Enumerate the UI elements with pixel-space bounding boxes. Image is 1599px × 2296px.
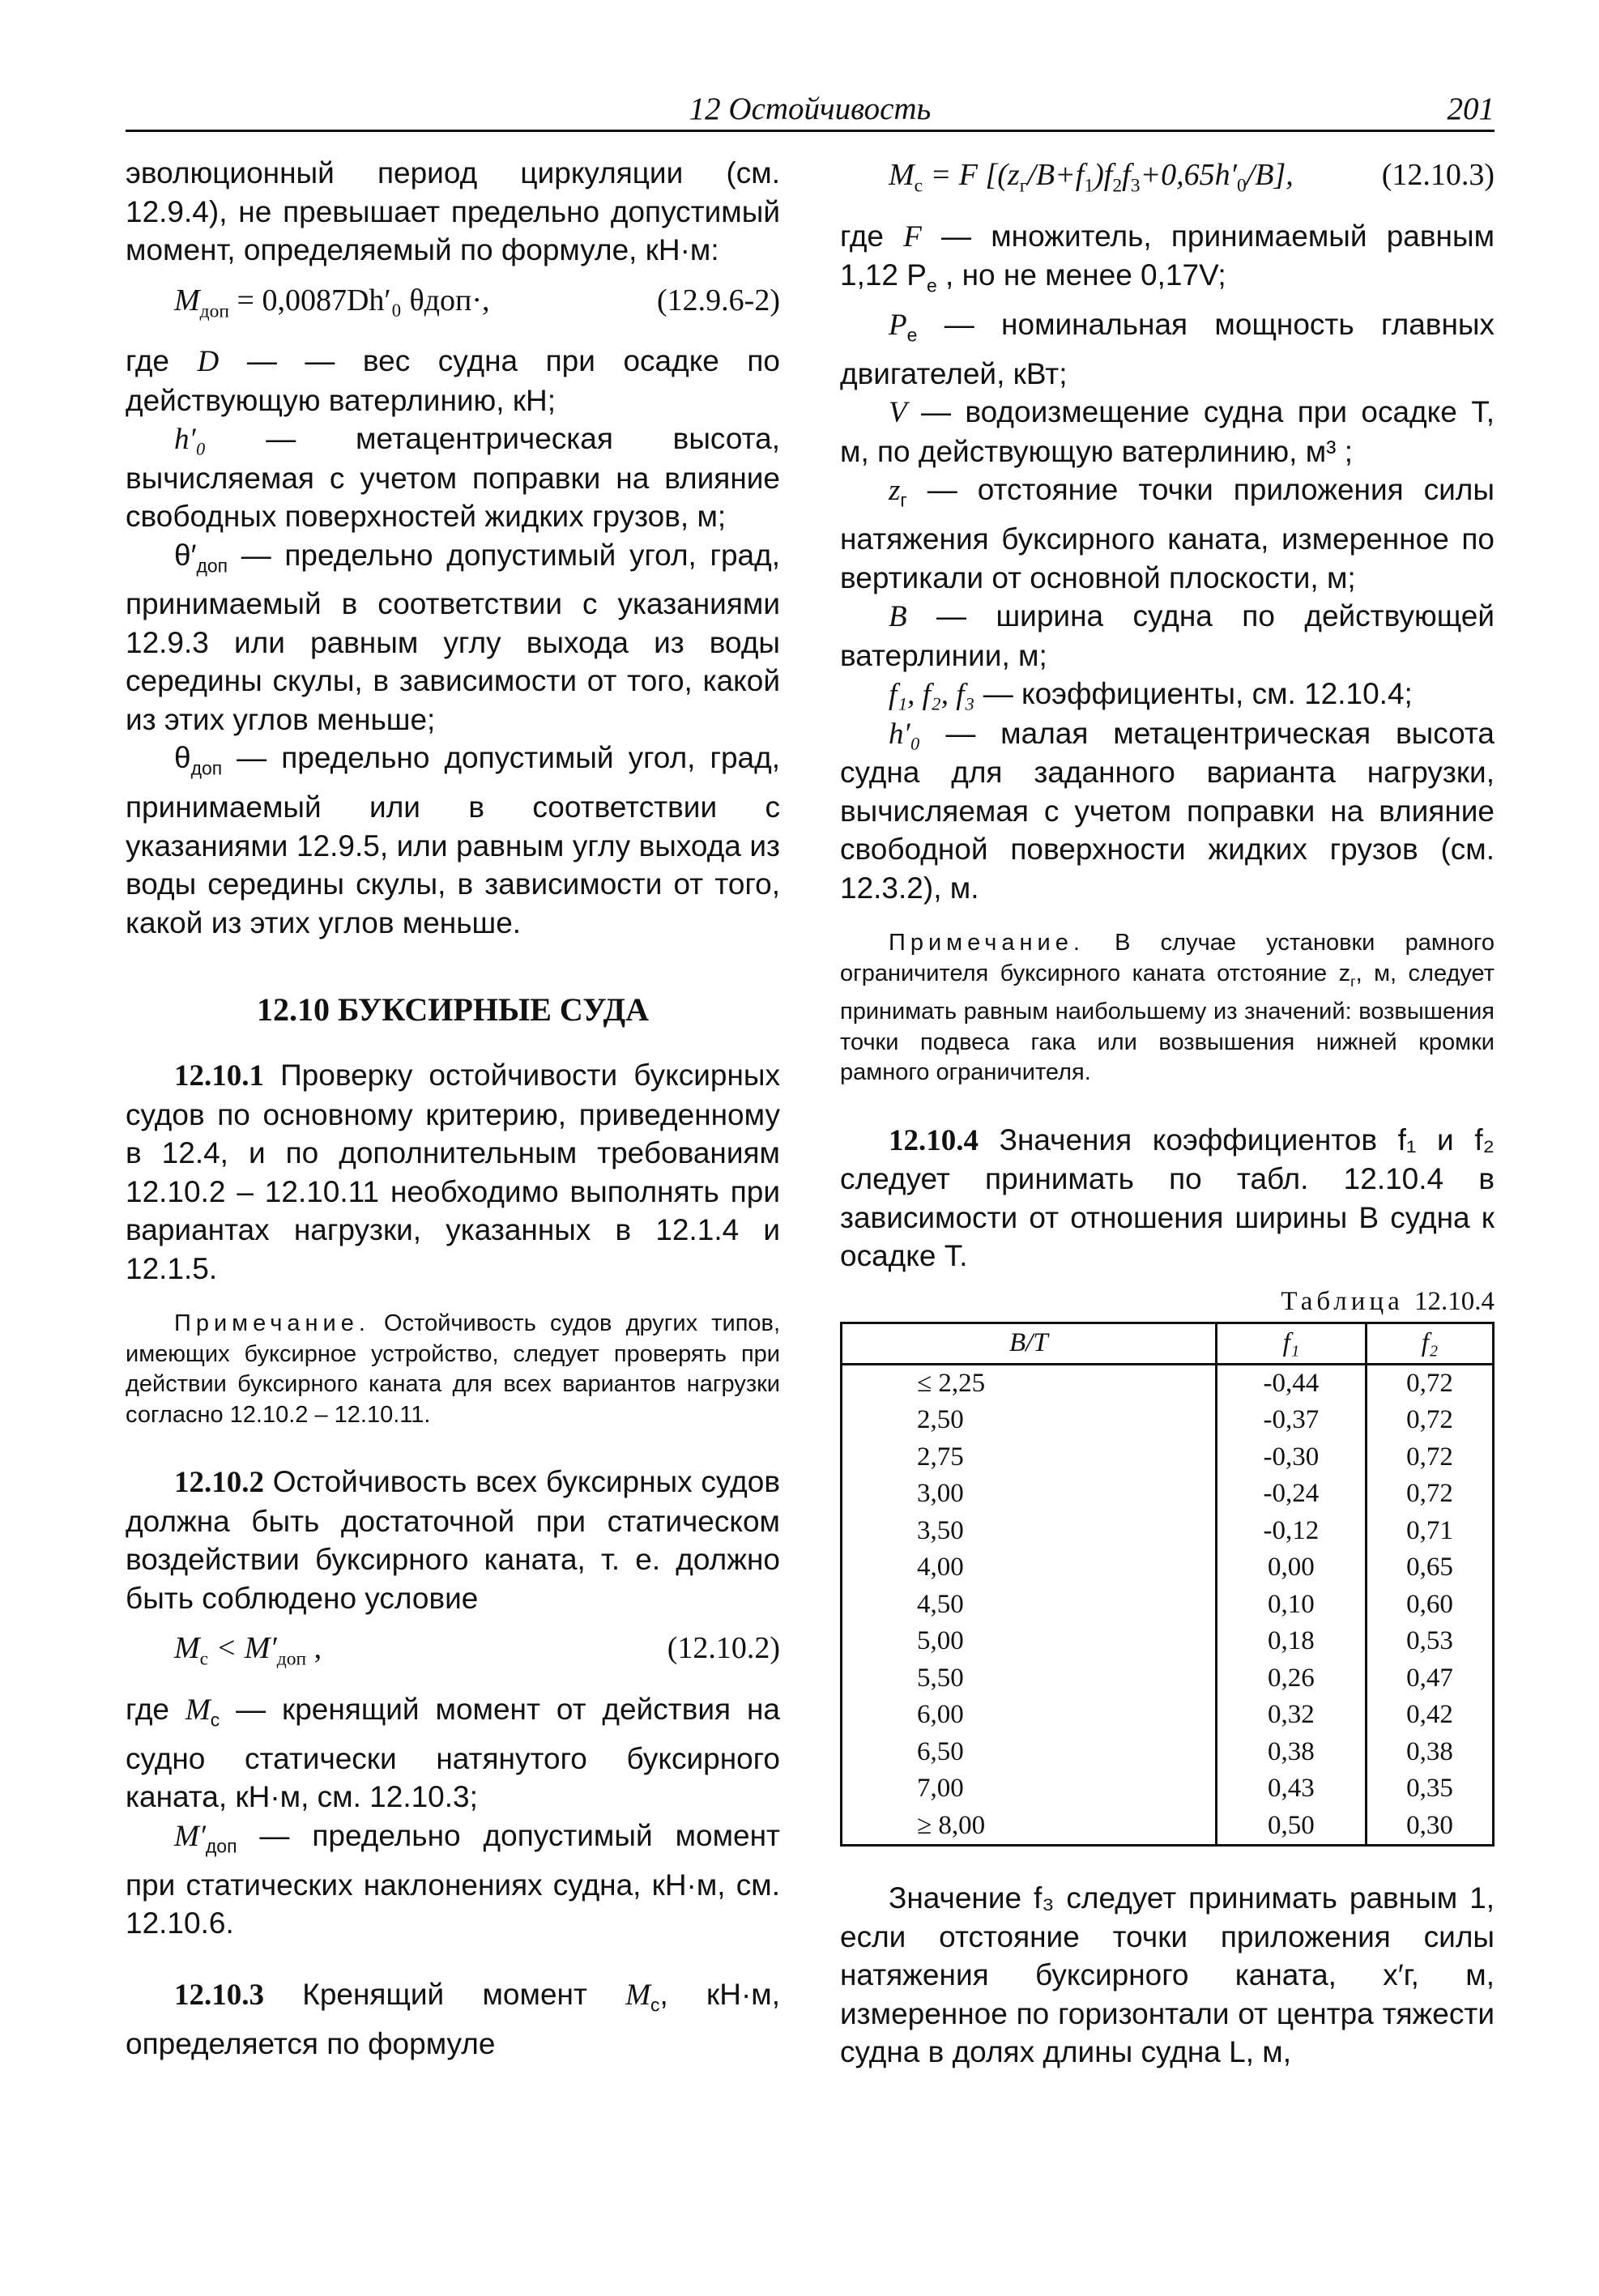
- formula-mid: < M′: [208, 1631, 277, 1666]
- formula-lhs-sub: доп: [199, 300, 230, 322]
- cell-f1: 0,00: [1216, 1549, 1366, 1587]
- formula-lhs: M: [174, 283, 200, 317]
- formula-sub: c: [199, 1648, 209, 1670]
- coefficient-table: [840, 1322, 1495, 1847]
- symbol-Mc: M: [185, 1693, 211, 1727]
- formula-lhs: M: [889, 158, 915, 192]
- header-f2: f₂: [1367, 1323, 1494, 1364]
- table-row: [842, 1770, 1494, 1808]
- cell-f1: 0,26: [1216, 1660, 1366, 1698]
- def-F: — множитель, принимаемый равным 1,12 P: [840, 219, 1495, 292]
- formula-tail: ,: [306, 1631, 322, 1666]
- table-row: [842, 1808, 1494, 1846]
- where-B: [840, 597, 1495, 675]
- where-D: [126, 342, 780, 420]
- table-row: [842, 1402, 1494, 1439]
- table-header-row: [842, 1323, 1494, 1364]
- note-label: Примечание.: [174, 1310, 370, 1337]
- def-D: — — вес судна при осадке по действующую ватерлинию, кН;: [126, 344, 781, 417]
- where-theta: [126, 739, 780, 942]
- clause-text-pre: Кренящий момент: [264, 1977, 626, 2011]
- symbol-f-coeffs: f₁, f₂, f₃: [889, 678, 975, 712]
- formula-12-10-2: [126, 1627, 780, 1680]
- cell-BT: 4,00: [842, 1549, 1217, 1587]
- symbol-h0: h′₀: [174, 423, 207, 457]
- para-intro: эволюционный период циркуляции (см. 12.9.4), не превышает предельно допустимый момент, определяемый по формуле, кН·м:: [126, 156, 780, 266]
- cell-BT: 5,00: [842, 1623, 1217, 1660]
- formula-sub2: доп: [276, 1648, 307, 1670]
- cell-f2: 0,72: [1367, 1364, 1494, 1402]
- symbol-theta-prime: θ′: [174, 538, 197, 572]
- table-row: [842, 1734, 1494, 1771]
- section-title: 12.10 БУКСИРНЫЕ СУДА: [257, 991, 649, 1029]
- clause-number: 12.10.1: [174, 1059, 264, 1093]
- cell-f1: 0,38: [1216, 1734, 1366, 1771]
- cell-f1: 0,10: [1216, 1587, 1366, 1624]
- cell-f1: -0,24: [1216, 1476, 1366, 1513]
- where-V: [840, 393, 1495, 471]
- where-Mdop: [126, 1817, 780, 1943]
- def-V: — водоизмещение судна при осадке T, м, по действующую ватерлинию, м³ ;: [840, 395, 1495, 468]
- note-text: В случае установки рамного ограничителя буксирного каната отстояние z: [840, 930, 1495, 986]
- where-Mc: [126, 1690, 780, 1817]
- cell-BT: 3,00: [842, 1476, 1217, 1513]
- where-theta-prime: [126, 536, 780, 739]
- def-Mdop: — предельно допустимый момент при статических наклонениях судна, кН·м, см. 12.10.6.: [126, 1818, 780, 1940]
- cell-f2: 0,42: [1367, 1697, 1494, 1734]
- symbol-Mdop-sub: доп: [205, 1835, 237, 1857]
- header-BT: B/T: [842, 1323, 1217, 1364]
- cell-BT: ≥ 8,00: [842, 1808, 1217, 1846]
- table-row: [842, 1364, 1494, 1402]
- cell-f2: 0,65: [1367, 1549, 1494, 1587]
- table-row: [842, 1513, 1494, 1550]
- cell-BT: 3,50: [842, 1513, 1217, 1550]
- cell-f2: 0,72: [1367, 1476, 1494, 1513]
- symbol-B: B: [889, 600, 907, 634]
- page-number: 201: [1447, 92, 1495, 126]
- cell-f1: 0,43: [1216, 1770, 1366, 1808]
- formula-rhs-2: /B+f: [1027, 158, 1085, 192]
- formula-rhs-6: /B],: [1246, 158, 1294, 192]
- formula-number: (12.9.6-2): [657, 283, 780, 317]
- formula-12-9-6-2: [126, 279, 780, 333]
- cell-f2: 0,60: [1367, 1587, 1494, 1624]
- clause-12-10-1: [126, 1056, 780, 1288]
- where-Pe: [840, 305, 1495, 393]
- table-caption: [840, 1287, 1495, 1317]
- symbol-theta-prime-sub: доп: [196, 554, 228, 576]
- right-column: [840, 154, 1495, 2072]
- formula-rhs-1: = F [(z: [923, 158, 1020, 192]
- header-title: 12 Остойчивость: [689, 92, 932, 126]
- cell-f2: 0,72: [1367, 1402, 1494, 1439]
- note-sub: г: [1350, 973, 1356, 990]
- formula-rhs: = 0,0087Dh′₀ θдоп·,: [229, 283, 490, 317]
- cell-f2: 0,53: [1367, 1623, 1494, 1660]
- symbol-F: F: [903, 219, 922, 253]
- para-f3: Значение f₃ следует принимать равным 1, если отстояние точки приложения силы натяжения буксирного каната, x′г, м, измеренное по горизонтали от центра тяжести судна в долях длины судна L, м,: [840, 1881, 1495, 2069]
- formula-lhs: M: [174, 1631, 200, 1666]
- def-f-coeffs: — коэффициенты, см. 12.10.4;: [974, 677, 1413, 711]
- where-word: где: [126, 1692, 185, 1726]
- symbol-D: D: [197, 345, 220, 379]
- clause-number: 12.10.4: [889, 1123, 979, 1157]
- where-h0: [126, 420, 780, 536]
- def-B: — ширина судна по действующей ватерлинии, м;: [840, 599, 1495, 672]
- clause-12-10-3: [126, 1975, 780, 2063]
- cell-f2: 0,72: [1367, 1439, 1494, 1476]
- cell-f1: -0,37: [1216, 1402, 1366, 1439]
- def-F-tail: , но не менее 0,17V;: [936, 258, 1226, 292]
- where-h0-small: [840, 714, 1495, 908]
- def-h0-small: — малая метацентрическая высота судна для заданного варианта нагрузки, вычисляемая с учетом поправки на влияние свободной поверхности жидких грузов (см. 12.3.2), м.: [840, 716, 1495, 905]
- table-caption-number: 12.10.4: [1414, 1286, 1495, 1316]
- cell-BT: 7,00: [842, 1770, 1217, 1808]
- where-f-coeffs: [840, 675, 1495, 714]
- note-12-10-1: [126, 1309, 780, 1430]
- note-text-2: , м, следует принимать равным наибольшему из значений: возвышения точки подвеса гака или возвышения нижней кромки рамного ограничителя.: [840, 960, 1495, 1086]
- running-header: [126, 91, 1495, 132]
- cell-BT: 6,00: [842, 1697, 1217, 1734]
- def-Mc: — кренящий момент от действия на судно статически натянутого буксирного каната, кН·м, см. 12.10.3;: [126, 1692, 780, 1814]
- note-label: Примечание.: [889, 930, 1085, 956]
- cell-f2: 0,35: [1367, 1770, 1494, 1808]
- formula-number: (12.10.3): [1381, 158, 1495, 192]
- cell-f2: 0,30: [1367, 1808, 1494, 1846]
- formula-rhs-3: )f: [1094, 158, 1113, 192]
- cell-BT: 4,50: [842, 1587, 1217, 1624]
- clause-12-10-2: [126, 1463, 780, 1617]
- formula-rhs-4: f: [1122, 158, 1131, 192]
- table-row: [842, 1697, 1494, 1734]
- clause-text: , кН·м, определяется по формуле: [126, 1977, 780, 2060]
- cell-f2: 0,38: [1367, 1734, 1494, 1771]
- symbol-Mc-sub: c: [210, 1709, 220, 1731]
- header-f1: f₁: [1216, 1323, 1366, 1364]
- cell-BT: 2,50: [842, 1402, 1217, 1439]
- symbol-Mc: M: [625, 1978, 651, 2012]
- symbol-theta-sub: доп: [190, 757, 223, 779]
- clause-number: 12.10.2: [174, 1466, 264, 1500]
- def-theta-prime: — предельно допустимый угол, град, принимаемый в соответствии с указаниями 12.9.3 или равным углу выхода из воды середины скулы, в зависимости от того, какой из этих углов меньше;: [126, 538, 780, 736]
- cell-f2: 0,71: [1367, 1513, 1494, 1550]
- table-row: [842, 1549, 1494, 1587]
- table-row: [842, 1587, 1494, 1624]
- where-word: где: [840, 219, 904, 253]
- symbol-Pe-sub: e: [906, 324, 918, 346]
- where-zg: [840, 471, 1495, 597]
- cell-f2: 0,47: [1367, 1660, 1494, 1698]
- def-Pe: — номинальная мощность главных двигателей, кВт;: [840, 307, 1495, 390]
- cell-f1: 0,32: [1216, 1697, 1366, 1734]
- table-row: [842, 1439, 1494, 1476]
- def-theta: — предельно допустимый угол, град, принимаемый или в соответствии с указаниями 12.9.5, или равным углу выхода из воды середины скулы, в зависимости от того, какой из этих углов меньше.: [126, 741, 780, 939]
- cell-f1: -0,30: [1216, 1439, 1366, 1476]
- cell-BT: 5,50: [842, 1660, 1217, 1698]
- table-row: [842, 1623, 1494, 1660]
- clause-number: 12.10.3: [174, 1978, 264, 2012]
- symbol-Mc-sub: c: [650, 1994, 660, 2016]
- cell-f1: 0,18: [1216, 1623, 1366, 1660]
- clause-text: Остойчивость всех буксирных судов должна быть достаточной при статическом воздействии буксирного каната, т. е. должно быть соблюдено условие: [126, 1465, 780, 1615]
- symbol-Pe: P: [889, 308, 907, 342]
- table-row: [842, 1476, 1494, 1513]
- cell-f1: -0,44: [1216, 1364, 1366, 1402]
- cell-BT: 6,50: [842, 1734, 1217, 1771]
- formula-12-10-3: $M_c = F$ $[(z_г/B+f_1)f_2f_3+0,65h'_0/B]$, (12.10.3): [840, 154, 1495, 207]
- note-zg: [840, 928, 1495, 1088]
- clause-text: Значения коэффициентов f₁ и f₂ следует принимать по табл. 12.10.4 в зависимости от отношения ширины B судна к осадке T.: [840, 1122, 1495, 1273]
- symbol-zg: z: [889, 474, 901, 508]
- cell-BT: 2,75: [842, 1439, 1217, 1476]
- cell-BT: ≤ 2,25: [842, 1364, 1217, 1402]
- clause-12-10-4: [840, 1121, 1495, 1276]
- clause-text: Проверку остойчивости буксирных судов по основному критерию, приведенному в 12.4, и по дополнительным требованиям 12.10.2 – 12.10.11 необходимо выполнять при вариантах нагрузки, указанных в 12.1.4 и 12.1.5.: [126, 1059, 780, 1285]
- symbol-zg-sub: г: [900, 489, 907, 511]
- symbol-Pe-sub: e: [926, 275, 937, 296]
- table-caption-word: Таблица: [1281, 1286, 1404, 1316]
- symbol-theta: θ: [174, 741, 191, 775]
- left-column: [126, 154, 780, 2063]
- symbol-h0: h′₀: [889, 717, 921, 751]
- formula-sub: c: [914, 175, 923, 197]
- where-F: [840, 217, 1495, 305]
- def-h0: — метацентрическая высота, вычисляемая с учетом поправки на влияние свободных поверхностей жидких грузов, м;: [126, 422, 780, 534]
- cell-f1: 0,50: [1216, 1808, 1366, 1846]
- note-text: Остойчивость судов других типов, имеющих буксирное устройство, следует проверять при действии буксирного каната для всех вариантов нагрузки согласно 12.10.2 – 12.10.11.: [126, 1310, 780, 1428]
- cell-f1: -0,12: [1216, 1513, 1366, 1550]
- where-word: где: [126, 344, 198, 378]
- symbol-V: V: [889, 396, 907, 430]
- def-zg: — отстояние точки приложения силы натяжения буксирного каната, измеренное по вертикали от основной плоскости, м;: [840, 473, 1495, 594]
- symbol-Mdop: M′: [174, 1819, 206, 1853]
- formula-number: (12.10.2): [667, 1631, 780, 1666]
- table-row: [842, 1660, 1494, 1698]
- formula-rhs-5: +0,65h′: [1140, 158, 1237, 192]
